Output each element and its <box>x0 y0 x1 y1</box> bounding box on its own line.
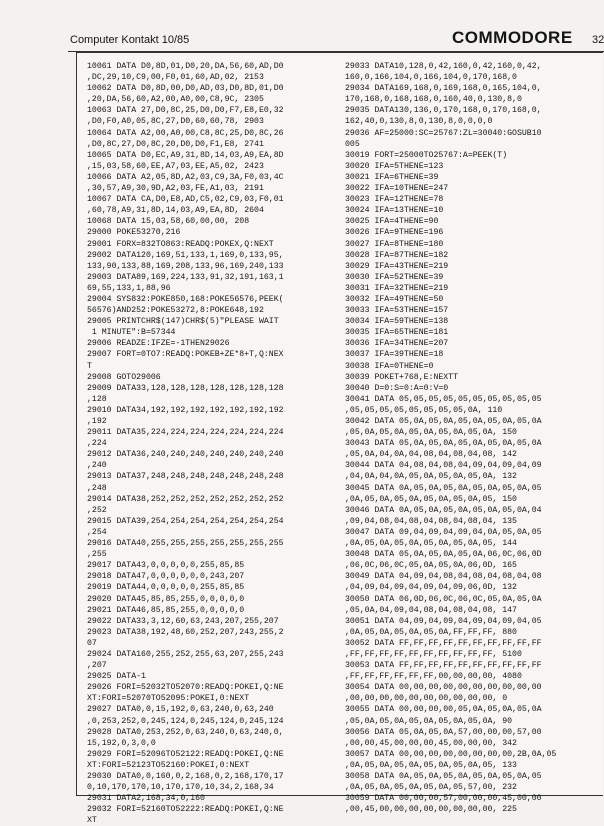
code-line: ,FF,FF,FF,FF,FF,FF,FF,FF,FF,FF, 5100 <box>345 649 522 659</box>
code-line: ,60,78,A9,31,8D,14,03,A9,EA,8D, 2604 <box>87 206 264 216</box>
code-line: 30027 IFA=8THENE=180 <box>345 239 444 249</box>
code-line: 30028 IFA=87THENE=182 <box>345 250 449 260</box>
code-line: 29009 DATA33,128,128,128,128,128,128,128 <box>87 383 284 393</box>
code-line: ,255 <box>87 550 107 560</box>
code-line: ,06,0C,06,0C,05,0A,05,0A,06,0D, 165 <box>345 561 517 571</box>
code-line: 30057 DATA 00,00,00,00,00,00,00,00,2B,0A,05 <box>345 749 557 759</box>
code-line: 15,192,0,3,0,0 <box>87 738 156 748</box>
code-line: 30025 IFA=4THENE=90 <box>345 217 439 227</box>
code-line: 29004 SYS832:POKE850,168:POKE56576,PEEK( <box>87 294 284 304</box>
code-line: 133,90,133,88,169,208,133,96,169,240,133 <box>87 261 284 271</box>
code-line: 29002 DATA120,169,51,133,1,169,0,133,95, <box>87 250 284 260</box>
code-line: 30055 DATA 00,00,00,00,05,0A,05,0A,05,0A <box>345 705 542 715</box>
code-line: 29007 FORT=0TO7:READQ:POKEB+ZE*8+T,Q:NEX <box>87 350 284 360</box>
code-line: 10065 DATA D0,EC,A9,31,8D,14,03,A9,EA,8D <box>87 150 284 160</box>
code-line: 30034 IFA=59THENE=138 <box>345 317 449 327</box>
code-line: 29036 AF=25000:SC=25767:ZL=30040:GOSUB10 <box>345 128 542 138</box>
code-line: ,04,0A,04,0A,05,0A,05,0A,05,0A, 132 <box>345 472 517 482</box>
code-line: 30019 FORT=25000TO25767:A=PEEK(T) <box>345 150 508 160</box>
code-line: ,04,09,04,09,04,09,04,09,06,0D, 132 <box>345 583 517 593</box>
code-line: ,240 <box>87 461 107 471</box>
code-line: 30048 DATA 05,0A,05,0A,05,0A,06,0C,06,0D <box>345 550 542 560</box>
code-line: 30021 IFA=6THENE=39 <box>345 172 439 182</box>
code-line: 29000 POKE53270,216 <box>87 228 181 238</box>
listing-column-right <box>345 61 603 815</box>
program-listing <box>76 52 603 826</box>
code-line: 160,0,166,104,0,166,104,0,170,168,0 <box>345 73 517 83</box>
code-line: 29018 DATA47,0,0,0,0,0,0,243,207 <box>87 572 245 582</box>
code-line: ,05,0A,04,09,04,08,04,08,04,08, 147 <box>345 605 517 615</box>
code-line: ,0A,05,0A,05,0A,05,0A,05,57,00, 232 <box>345 783 517 793</box>
code-line: 30035 IFA=65THENE=181 <box>345 328 449 338</box>
code-line: 10068 DATA 15,03,58,60,00,00, 208 <box>87 217 250 227</box>
code-line: 10061 DATA D0,8D,01,D0,20,DA,56,60,AD,D0 <box>87 62 284 71</box>
code-line: 30023 IFA=12THENE=78 <box>345 195 444 205</box>
code-line: 30050 DATA 06,0D,06,0C,06,0C,05,0A,05,0A <box>345 594 542 604</box>
code-line: XT:FORI=52070TO52095:POKEI,0:NEXT <box>87 694 250 704</box>
code-line: 005 <box>345 139 360 149</box>
code-line: ,128 <box>87 394 107 404</box>
code-line: 30043 DATA 05,0A,05,0A,05,0A,05,0A,05,0A <box>345 439 542 449</box>
code-line: 29033 DATA10,128,0,42,160,0,42,160,0,42, <box>345 62 542 71</box>
code-line: 29019 DATA44,0,0,0,0,0,255,85,85 <box>87 583 245 593</box>
code-line: ,254 <box>87 527 107 537</box>
code-line: 10062 DATA D0,8D,00,D0,AD,03,D0,8D,01,D0 <box>87 84 284 94</box>
code-line: 1 MINUTE":B=57344 <box>87 328 176 338</box>
code-line: ,05,0A,04,0A,04,08,04,08,04,08, 142 <box>345 450 517 460</box>
code-line: 30033 IFA=53THENE=157 <box>345 306 449 316</box>
code-line: 29020 DATA45,85,85,255,0,0,0,0,0 <box>87 594 245 604</box>
magazine-name: Computer Kontakt 10/85 <box>70 34 190 46</box>
code-line: 29017 DATA43,0,0,0,0,0,255,85,85 <box>87 561 245 571</box>
code-line: ,D0,F0,A0,05,8C,27,D0,60,60,78, 2903 <box>87 117 264 127</box>
code-line: ,0A,05,0A,05,0A,05,0A,05,0A,05, 144 <box>345 539 517 549</box>
section-title: COMMODORE <box>452 28 573 47</box>
code-line: 29030 DATA0,0,160,0,2,168,0,2,168,170,17 <box>87 772 284 781</box>
code-line: ,15,03,58,60,EE,A7,03,EE,A5,02, 2423 <box>87 161 264 171</box>
code-line: 29034 DATA169,168,0,169,168,0,165,104,0, <box>345 84 542 94</box>
code-line: ,00,00,00,00,00,00,00,00,00,00, 0 <box>345 694 508 704</box>
code-line: 29015 DATA39,254,254,254,254,254,254,254 <box>87 516 284 526</box>
code-line: ,192 <box>87 417 107 426</box>
code-line: 30059 DATA 00,00,00,57,00,00,00,45,00,00 <box>345 794 542 804</box>
code-line: 29029 FORI=52096TO52122:READQ:POKEI,Q:NE <box>87 749 284 759</box>
code-line: 162,40,0,130,8,0,130,8,0,0,0,0 <box>345 117 493 127</box>
code-line: 10064 DATA A2,00,A0,00,C8,8C,25,D0,8C,26 <box>87 128 284 138</box>
code-line: 30020 IFA=5THENE=123 <box>345 161 444 171</box>
code-line: ,09,04,08,04,08,04,08,04,08,04, 135 <box>345 516 517 526</box>
code-line: 29013 DATA37,248,248,248,248,248,248,248 <box>87 472 284 482</box>
code-line: ,05,0A,05,0A,05,0A,05,0A,05,0A, 150 <box>345 428 517 438</box>
code-line: 30046 DATA 0A,05,0A,05,0A,05,0A,05,0A,04 <box>345 505 542 515</box>
code-line: 30036 IFA=34THENE=207 <box>345 339 449 349</box>
code-line: 29005 PRINTCHR$(147)CHR$(5)"PLEASE WAIT <box>87 317 279 327</box>
code-line: 29021 DATA46,85,85,255,0,0,0,0,0 <box>87 605 245 615</box>
code-line: 29011 DATA35,224,224,224,224,224,224,224 <box>87 428 284 438</box>
code-line: ,D0,8C,27,D0,8C,20,D0,D0,F1,E8, 2741 <box>87 139 264 149</box>
code-line: ,20,DA,56,60,A2,00,A0,00,C8,9C, 2305 <box>87 95 264 105</box>
code-line: 29022 DATA33,3,12,60,63,243,207,255,207 <box>87 616 279 626</box>
code-line: 29016 DATA40,255,255,255,255,255,255,255 <box>87 539 284 549</box>
code-line: ,05,05,05,05,05,05,05,05,0A, 110 <box>345 405 503 415</box>
code-line: ,00,00,45,00,00,00,45,00,00,00, 342 <box>345 738 517 748</box>
code-line: 10066 DATA A2,05,8D,A2,03,C9,3A,F0,03,4C <box>87 172 284 182</box>
code-line: ,00,45,00,00,00,00,00,00,00,00, 225 <box>345 805 517 815</box>
code-line: 29003 DATA89,169,224,133,91,32,191,163,1 <box>87 272 284 282</box>
code-line: XT <box>87 816 97 826</box>
code-line: 29008 GOTO29006 <box>87 372 161 382</box>
code-line: 29028 DATA0,253,252,0,63,240,0,63,240,0, <box>87 727 284 737</box>
code-line: 29027 DATA0,0,15,192,0,63,240,0,63,240 <box>87 705 274 715</box>
code-line: 30045 DATA 0A,05,0A,05,0A,05,0A,05,0A,05 <box>345 483 542 493</box>
page-header <box>0 0 604 50</box>
code-line: ,0A,05,0A,05,0A,05,0A,05,0A,05, 150 <box>345 494 517 504</box>
code-line: 30044 DATA 04,08,04,08,04,09,04,09,04,09 <box>345 461 542 471</box>
code-line: 07 <box>87 638 97 648</box>
code-line: 30047 DATA 09,04,09,04,09,04,0A,05,0A,05 <box>345 527 542 537</box>
code-line: 30026 IFA=9THENE=196 <box>345 228 444 238</box>
code-line: 30030 IFA=52THENE=39 <box>345 272 444 282</box>
code-line: ,207 <box>87 661 107 671</box>
code-line: 69,55,133,1,88,96 <box>87 283 171 293</box>
code-line: 29012 DATA36,240,240,240,240,240,240,240 <box>87 450 284 460</box>
code-line: ,DC,29,10,C9,00,F0,01,60,AD,02, 2153 <box>87 73 264 83</box>
code-line: ,05,0A,05,0A,05,0A,05,0A,05,0A, 90 <box>345 716 513 726</box>
code-line: 30024 IFA=13THENE=10 <box>345 206 444 216</box>
code-line: 30040 D=0:S=0:A=0:V=0 <box>345 383 449 393</box>
code-line: 56576)AND252:POKE53272,8:POKE648,192 <box>87 306 264 316</box>
code-line: 30037 IFA=39THENE=18 <box>345 350 444 360</box>
code-line: 30029 IFA=43THENE=219 <box>345 261 449 271</box>
code-line: ,0,253,252,0,245,124,0,245,124,0,245,124 <box>87 716 284 726</box>
code-line: 10067 DATA CA,D0,E8,AD,C5,02,C9,03,F0,01 <box>87 195 284 205</box>
code-line: 0,10,170,170,10,170,170,10,34,2,168,34 <box>87 783 274 793</box>
code-line: 30022 IFA=10THENE=247 <box>345 184 449 194</box>
code-line: 30049 DATA 04,09,04,08,04,08,04,08,04,08 <box>345 572 542 582</box>
code-line: ,248 <box>87 483 107 493</box>
code-line: 30031 IFA=32THENE=219 <box>345 283 449 293</box>
code-line: 30053 DATA FF,FF,FF,FF,FF,FF,FF,FF,FF,FF <box>345 661 542 671</box>
code-line: 29001 FORX=832TO863:READQ:POKEX,Q:NEXT <box>87 239 274 249</box>
code-line: 29025 DATA-1 <box>87 672 146 682</box>
code-line: 29026 FORI=52032TO52070:READQ:POKEI,Q:NE <box>87 683 284 693</box>
listing-column-left <box>87 61 342 826</box>
code-line: ,252 <box>87 505 107 515</box>
code-line: 29031 DATA2,168,34,0,160 <box>87 794 205 804</box>
code-line: ,224 <box>87 439 107 449</box>
code-line: 30038 IFA=0THENE=0 <box>345 361 434 371</box>
code-line: ,0A,05,0A,05,0A,05,0A,05,0A,05, 133 <box>345 760 517 770</box>
code-line: 30039 POKET+768,E:NEXTT <box>345 372 459 382</box>
code-line: ,FF,FF,FF,FF,FF,FF,00,00,00,00, 4080 <box>345 672 522 682</box>
code-line: 10063 DATA 27,D0,8C,25,D0,D0,F7,E8,E0,32 <box>87 106 284 116</box>
code-line: 30052 DATA FF,FF,FF,FF,FF,FF,FF,FF,FF,FF <box>345 638 542 648</box>
code-line: XT:FORI=52123TO52160:POKEI,0:NEXT <box>87 760 250 770</box>
code-line: 30042 DATA 05,0A,05,0A,05,0A,05,0A,05,0A <box>345 417 542 426</box>
code-line: 29010 DATA34,192,192,192,192,192,192,192 <box>87 405 284 415</box>
code-line: ,0A,05,0A,05,0A,05,0A,FF,FF,FF, 880 <box>345 627 517 637</box>
code-line: 29032 FORI=52160TO52222:READQ:POKEI,Q:NE <box>87 805 284 815</box>
code-line: 30056 DATA 05,0A,05,0A,57,00,00,00,57,00 <box>345 727 542 737</box>
code-line: 170,168,0,168,168,0,160,40,0,130,8,0 <box>345 95 522 105</box>
code-line: 29014 DATA38,252,252,252,252,252,252,252 <box>87 494 284 504</box>
code-line: 29006 READZE:IFZE=-1THEN29026 <box>87 339 230 349</box>
code-line: 29023 DATA38,192,48,60,252,207,243,255,2 <box>87 627 284 637</box>
code-line: 30041 DATA 05,05,05,05,05,05,05,05,05,05 <box>345 394 542 404</box>
code-line: 30054 DATA 00,00,00,00,00,00,00,00,00,00 <box>345 683 542 693</box>
code-line: ,30,57,A9,30,9D,A2,03,FE,A1,03, 2191 <box>87 184 264 194</box>
code-line: 30058 DATA 0A,05,0A,05,0A,05,0A,05,0A,05 <box>345 772 542 781</box>
code-line: 29035 DATA130,136,0,170,168,0,170,168,0, <box>345 106 542 116</box>
code-line: 30051 DATA 04,09,04,09,04,09,04,09,04,05 <box>345 616 542 626</box>
code-line: 29024 DATA160,255,252,255,63,207,255,243 <box>87 649 284 659</box>
code-line: T <box>87 361 92 371</box>
code-line: 30032 IFA=49THENE=50 <box>345 294 444 304</box>
page-number: 32 <box>592 34 604 46</box>
